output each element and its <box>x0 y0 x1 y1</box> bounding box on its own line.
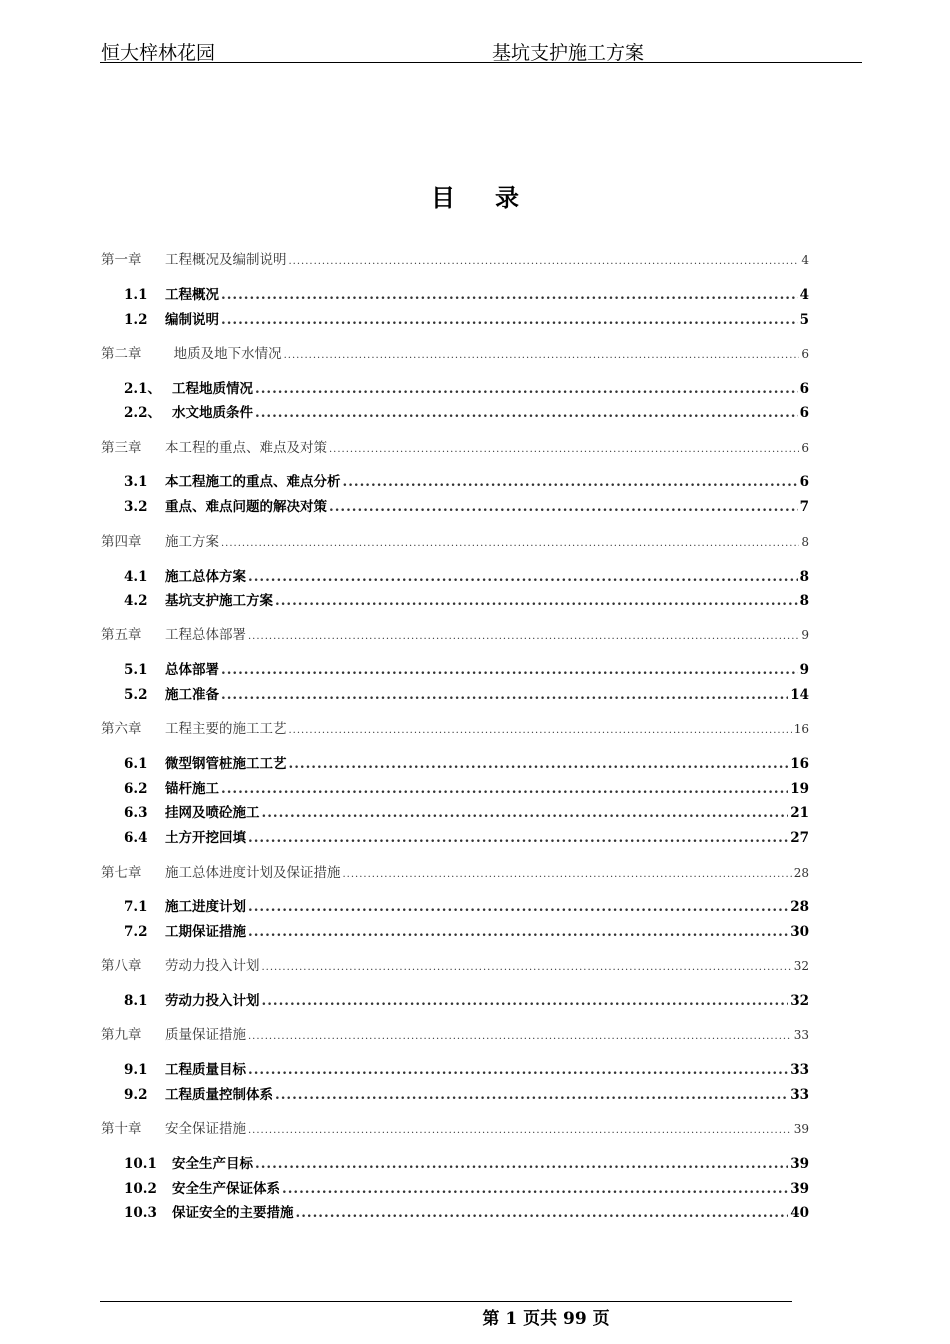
toc-section-entry[interactable] <box>124 283 809 303</box>
toc-entry-number: 8.1 <box>124 993 148 1009</box>
toc-entry-page: 32 <box>793 959 809 973</box>
toc-entry-page: 9 <box>801 628 809 642</box>
toc-entry-number: 第四章 <box>101 534 142 550</box>
toc-entry-title: 施工方案 <box>165 534 219 550</box>
toc-section-entry[interactable] <box>124 401 809 421</box>
toc-entry-number: 5.2 <box>124 687 148 703</box>
toc-dot-leader <box>262 962 792 973</box>
toc-dot-leader <box>275 1087 788 1103</box>
toc-section-entry[interactable] <box>124 989 809 1009</box>
footer-rule <box>100 1301 792 1302</box>
toc-dot-leader <box>275 593 798 609</box>
toc-section-entry[interactable] <box>124 683 809 703</box>
toc-entry-number: 4.1 <box>124 569 148 585</box>
toc-dot-leader <box>221 312 798 328</box>
toc-entry-title: 总体部署 <box>165 662 219 678</box>
toc-entry-title: 工期保证措施 <box>165 924 246 940</box>
toc-section-entry[interactable] <box>124 777 809 797</box>
toc-entry-page: 33 <box>793 1028 809 1042</box>
toc-entry-number: 6.4 <box>124 830 148 846</box>
toc-dot-leader <box>255 405 798 421</box>
toc-entry-number: 第六章 <box>101 721 142 737</box>
toc-entry-page: 8 <box>801 535 809 549</box>
toc-entry-page: 21 <box>790 805 809 821</box>
toc-entry-number: 第九章 <box>101 1027 142 1043</box>
toc-chapter-entry[interactable] <box>101 530 809 550</box>
toc-entry-page: 6 <box>801 347 809 361</box>
toc-section-entry[interactable] <box>124 1201 809 1221</box>
toc-section-entry[interactable] <box>124 470 809 490</box>
toc-entry-page: 8 <box>799 569 809 585</box>
toc-dot-leader <box>289 256 800 267</box>
toc-title: 目录 <box>431 183 559 212</box>
toc-entry-title: 水文地质条件 <box>172 405 253 421</box>
toc-entry-number: 1.1 <box>124 287 148 303</box>
toc-entry-page: 19 <box>790 781 809 797</box>
toc-entry-number: 9.2 <box>124 1087 148 1103</box>
toc-chapter-entry[interactable] <box>101 954 809 974</box>
toc-entry-title: 编制说明 <box>165 312 219 328</box>
toc-section-entry[interactable] <box>124 658 809 678</box>
toc-entry-page: 6 <box>799 474 809 490</box>
toc-entry-page: 4 <box>799 287 809 303</box>
toc-dot-leader <box>282 1181 788 1197</box>
toc-entry-title: 本工程施工的重点、难点分析 <box>165 474 341 490</box>
toc-entry-title: 工程总体部署 <box>165 627 246 643</box>
toc-section-entry[interactable] <box>124 1177 809 1197</box>
toc-entry-title: 安全生产目标 <box>172 1156 253 1172</box>
toc-chapter-entry[interactable] <box>101 248 809 268</box>
toc-entry-number: 第七章 <box>101 865 142 881</box>
toc-section-entry[interactable] <box>124 495 809 515</box>
toc-entry-page: 28 <box>790 899 809 915</box>
toc-dot-leader <box>284 350 799 361</box>
toc-entry-title: 土方开挖回填 <box>165 830 246 846</box>
toc-entry-number: 1.2 <box>124 312 148 328</box>
toc-section-entry[interactable] <box>124 1058 809 1078</box>
toc-dot-leader <box>262 993 789 1009</box>
header-left-project: 恒大梓林花园 <box>101 42 216 64</box>
toc-section-entry[interactable] <box>124 1083 809 1103</box>
footer-page-number: 第 1 页共 99 页 <box>482 1309 610 1329</box>
toc-dot-leader <box>221 687 788 703</box>
toc-section-entry[interactable] <box>124 826 809 846</box>
toc-entry-title: 地质及地下水情况 <box>165 346 282 362</box>
toc-entry-title: 施工准备 <box>165 687 219 703</box>
toc-dot-leader <box>221 662 798 678</box>
toc-entry-number: 4.2 <box>124 593 148 609</box>
toc-entry-title: 施工总体方案 <box>165 569 246 585</box>
toc-dot-leader <box>248 631 799 642</box>
toc-dot-leader <box>289 756 789 772</box>
toc-entry-number: 第八章 <box>101 958 142 974</box>
toc-entry-title: 安全保证措施 <box>165 1121 246 1137</box>
toc-entry-title: 保证安全的主要措施 <box>172 1205 294 1221</box>
toc-chapter-entry[interactable] <box>101 1023 809 1043</box>
toc-entry-title: 锚杆施工 <box>165 781 219 797</box>
toc-entry-page: 33 <box>790 1087 809 1103</box>
toc-entry-number: 3.2 <box>124 499 148 515</box>
toc-entry-page: 6 <box>801 441 809 455</box>
toc-entry-page: 16 <box>790 756 809 772</box>
toc-entry-number: 5.1 <box>124 662 148 678</box>
toc-dot-leader <box>255 1156 788 1172</box>
toc-entry-number: 6.1 <box>124 756 148 772</box>
toc-entry-number: 10.2 <box>124 1181 157 1197</box>
toc-entry-page: 14 <box>790 687 809 703</box>
toc-dot-leader <box>248 924 788 940</box>
toc-section-entry[interactable] <box>124 920 809 940</box>
toc-entry-title: 挂网及喷砼施工 <box>165 805 260 821</box>
toc-entry-number: 9.1 <box>124 1062 148 1078</box>
toc-entry-number: 第一章 <box>101 252 142 268</box>
toc-entry-title: 工程概况 <box>165 287 219 303</box>
toc-chapter-entry[interactable] <box>101 861 809 881</box>
toc-entry-title: 质量保证措施 <box>165 1027 246 1043</box>
toc-entry-title: 工程质量目标 <box>165 1062 246 1078</box>
toc-dot-leader <box>329 444 799 455</box>
toc-dot-leader <box>248 1062 788 1078</box>
toc-entry-page: 32 <box>790 993 809 1009</box>
toc-entry-page: 9 <box>799 662 809 678</box>
toc-entry-page: 33 <box>790 1062 809 1078</box>
toc-chapter-entry[interactable] <box>101 436 809 456</box>
toc-entry-page: 8 <box>799 593 809 609</box>
toc-entry-number: 第五章 <box>101 627 142 643</box>
toc-dot-leader <box>289 725 792 736</box>
toc-entry-title: 劳动力投入计划 <box>165 993 260 1009</box>
toc-entry-title: 工程质量控制体系 <box>165 1087 273 1103</box>
toc-dot-leader <box>248 1031 792 1042</box>
toc-dot-leader <box>262 805 789 821</box>
toc-entry-title: 施工进度计划 <box>165 899 246 915</box>
toc-entry-number: 第二章 <box>101 346 142 362</box>
toc-entry-number: 第十章 <box>101 1121 142 1137</box>
toc-entry-page: 39 <box>790 1181 809 1197</box>
toc-dot-leader <box>248 899 788 915</box>
toc-dot-leader <box>248 830 788 846</box>
toc-entry-page: 39 <box>793 1122 809 1136</box>
toc-entry-title: 工程主要的施工工艺 <box>165 721 287 737</box>
toc-entry-title: 安全生产保证体系 <box>172 1181 280 1197</box>
toc-entry-number: 10.1 <box>124 1156 157 1172</box>
toc-section-entry[interactable] <box>124 565 809 585</box>
toc-section-entry[interactable] <box>124 1152 809 1172</box>
toc-entry-page: 39 <box>790 1156 809 1172</box>
toc-entry-page: 7 <box>799 499 809 515</box>
toc-entry-number: 2.2、 <box>124 405 161 421</box>
toc-entry-page: 6 <box>799 381 809 397</box>
toc-section-entry[interactable] <box>124 752 809 772</box>
header-rule <box>100 62 862 63</box>
toc-section-entry[interactable] <box>124 377 809 397</box>
toc-entry-number: 第三章 <box>101 440 142 456</box>
toc-entry-page: 28 <box>793 866 809 880</box>
toc-dot-leader <box>248 1125 792 1136</box>
toc-entry-page: 16 <box>793 722 809 736</box>
toc-entry-number: 2.1、 <box>124 381 161 397</box>
toc-section-entry[interactable] <box>124 895 809 915</box>
toc-entry-title: 基坑支护施工方案 <box>165 593 273 609</box>
toc-chapter-entry[interactable] <box>101 1117 809 1137</box>
toc-entry-title: 微型钢管桩施工工艺 <box>165 756 287 772</box>
toc-entry-title: 工程概况及编制说明 <box>165 252 287 268</box>
toc-section-entry[interactable] <box>124 308 809 328</box>
toc-entry-page: 30 <box>790 924 809 940</box>
toc-entry-title: 劳动力投入计划 <box>165 958 260 974</box>
toc-entry-title: 本工程的重点、难点及对策 <box>165 440 327 456</box>
toc-entry-number: 7.1 <box>124 899 148 915</box>
toc-entry-page: 40 <box>790 1205 809 1221</box>
toc-entry-title: 重点、难点问题的解决对策 <box>165 499 327 515</box>
toc-entry-page: 27 <box>790 830 809 846</box>
toc-entry-number: 7.2 <box>124 924 148 940</box>
toc-section-entry[interactable] <box>124 801 809 821</box>
toc-dot-leader <box>343 869 792 880</box>
toc-section-entry[interactable] <box>124 589 809 609</box>
toc-entry-number: 3.1 <box>124 474 148 490</box>
toc-entry-number: 10.3 <box>124 1205 157 1221</box>
toc-dot-leader <box>221 538 799 549</box>
toc-entry-number: 6.3 <box>124 805 148 821</box>
toc-dot-leader <box>329 499 798 515</box>
toc-entry-page: 5 <box>799 312 809 328</box>
toc-dot-leader <box>221 781 788 797</box>
toc-dot-leader <box>343 474 798 490</box>
toc-chapter-entry[interactable] <box>101 717 809 737</box>
toc-chapter-entry[interactable] <box>101 623 809 643</box>
toc-entry-title: 施工总体进度计划及保证措施 <box>165 865 341 881</box>
toc-dot-leader <box>221 287 798 303</box>
toc-dot-leader <box>248 569 798 585</box>
toc-entry-page: 4 <box>801 253 809 267</box>
toc-entry-number: 6.2 <box>124 781 148 797</box>
toc-chapter-entry[interactable] <box>101 342 809 362</box>
toc-dot-leader <box>296 1205 789 1221</box>
toc-entry-page: 6 <box>799 405 809 421</box>
toc-dot-leader <box>255 381 798 397</box>
toc-entry-title: 工程地质情况 <box>172 381 253 397</box>
header-right-doc-title: 基坑支护施工方案 <box>492 42 645 64</box>
